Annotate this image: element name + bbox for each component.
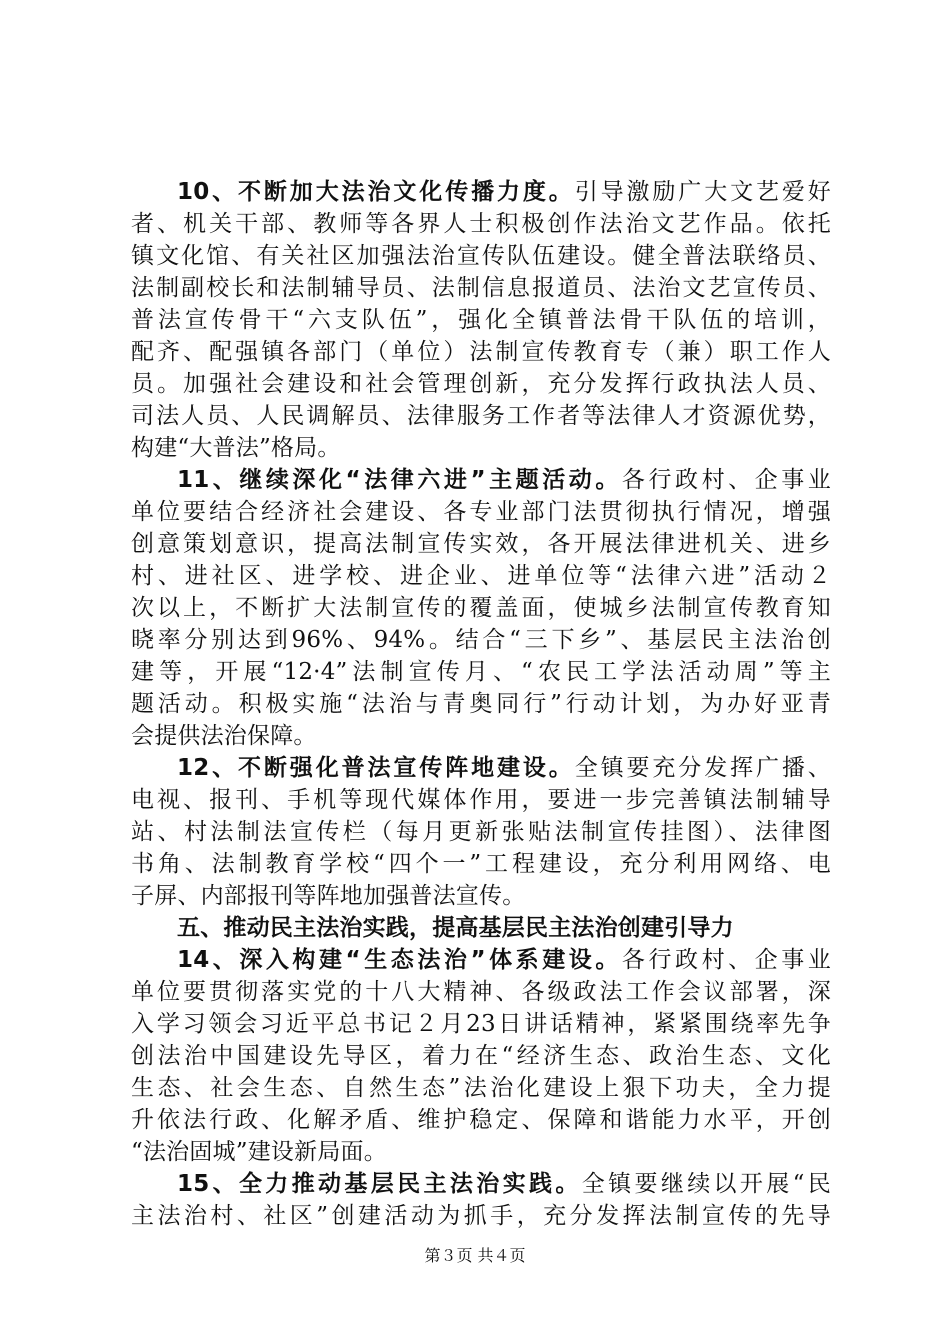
text-line: 司法人员、人民调解员、法律服务工作者等法律人才资源优势， (131, 403, 831, 429)
line-text: 引导激励广大文艺爱好 (574, 179, 831, 205)
text-line: 法制副校长和法制辅导员、法制信息报道员、法治文艺宣传员、 (131, 275, 831, 301)
text-line (177, 754, 831, 782)
text-line (177, 946, 831, 974)
text-line: 配齐、配强镇各部门（单位）法制宣传教育专（兼）职工作人 (131, 339, 831, 365)
text-line: 子屏、内部报刊等阵地加强普法宣传。 (131, 883, 526, 909)
text-line: 题活动。积极实施“法治与青奥同行”行动计划，为办好亚青 (131, 691, 831, 717)
text-line (177, 466, 831, 494)
text-line: “法治固城”建设新局面。 (131, 1139, 387, 1165)
section-heading: 11、继续深化“法律六进”主题活动。 (177, 467, 622, 493)
text-line: 会提供法治保障。 (131, 723, 317, 749)
section-heading: 14、深入构建“生态法治”体系建设。 (177, 947, 622, 973)
text-line: 主法治村、社区”创建活动为抓手，充分发挥法制宣传的先导 (131, 1203, 831, 1229)
text-line: 者、机关干部、教师等各界人士积极创作法治文艺作品。依托 (131, 211, 831, 237)
text-line: 建等，开展“12·4”法制宣传月、“农民工学法活动周”等主 (131, 659, 831, 685)
chapter-heading-text: 五、推动民主法治实践，提高基层民主法治创建引导力 (177, 915, 734, 941)
text-line: 书角、法制教育学校“四个一”工程建设，充分利用网络、电 (131, 851, 831, 877)
text-line: 入学习领会习近平总书记２月23日讲话精神，紧紧围绕率先争 (131, 1011, 831, 1037)
text-line: 升依法行政、化解矛盾、维护稳定、保障和谐能力水平，开创 (131, 1107, 831, 1133)
text-line: 电视、报刊、手机等现代媒体作用，要进一步完善镇法制辅导 (131, 787, 831, 813)
text-line: 单位要贯彻落实党的十八大精神、各级政法工作会议部署，深 (131, 979, 831, 1005)
text-line: 晓率分别达到96%、94%。结合“三下乡”、基层民主法治创 (131, 627, 831, 653)
line-text: 全镇要充分发挥广播、 (574, 755, 831, 781)
text-line: 次以上，不断扩大法制宣传的覆盖面，使城乡法制宣传教育知 (131, 595, 831, 621)
line-text: 各行政村、企事业 (621, 947, 831, 973)
text-line: 创法治中国建设先导区，着力在“经济生态、政治生态、文化 (131, 1043, 831, 1069)
text-line: 员。加强社会建设和社会管理创新，充分发挥行政执法人员、 (131, 371, 831, 397)
text-line (177, 1170, 831, 1198)
text-line (177, 178, 831, 206)
text-line: 单位要结合经济社会建设、各专业部门法贯彻执行情况，增强 (131, 499, 831, 525)
text-line: 村、进社区、进学校、进企业、进单位等“法律六进”活动２ (131, 563, 831, 589)
text-line: 站、村法制法宣传栏（每月更新张贴法制宣传挂图）、法律图 (131, 819, 831, 845)
text-line: 普法宣传骨干“六支队伍”，强化全镇普法骨干队伍的培训， (131, 307, 831, 333)
text-line: 构建“大普法”格局。 (131, 435, 341, 461)
chapter-heading (177, 914, 831, 942)
text-line: 创意策划意识，提高法制宣传实效，各开展法律进机关、进乡 (131, 531, 831, 557)
line-text: 全镇要继续以开展“民 (581, 1171, 831, 1197)
section-heading: 10、不断加大法治文化传播力度。 (177, 179, 575, 205)
line-text: 各行政村、企事业 (621, 467, 831, 493)
text-line: 生态、社会生态、自然生态”法治化建设上狠下功夫，全力提 (131, 1075, 831, 1101)
section-heading: 15、全力推动基层民主法治实践。 (177, 1171, 582, 1197)
text-line: 镇文化馆、有关社区加强法治宣传队伍建设。健全普法联络员、 (131, 243, 831, 269)
section-heading: 12、不断强化普法宣传阵地建设。 (177, 755, 575, 781)
page-number-footer: 第３页 共４页 (424, 1246, 526, 1265)
